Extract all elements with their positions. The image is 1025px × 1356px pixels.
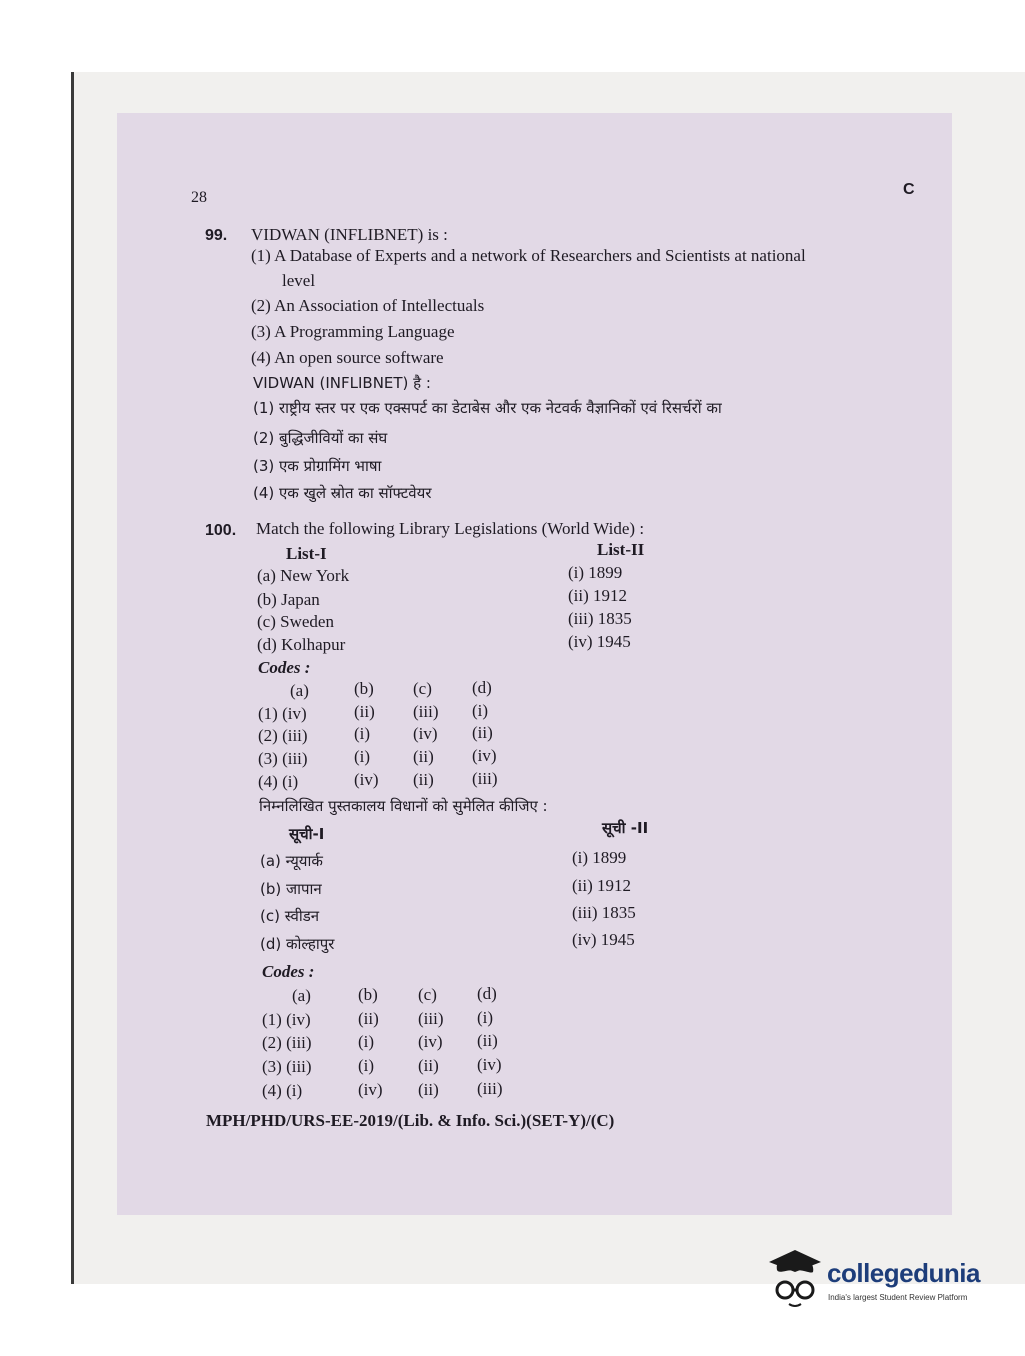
list1-heading: List-I (286, 544, 327, 563)
codes-row-3-c: (ii) (413, 747, 434, 766)
codes-label: Codes : (258, 658, 311, 677)
hindi-codes-header-d: (d) (477, 984, 497, 1003)
codes-row-4-a: (4) (i) (258, 772, 299, 791)
codes-row-3-d: (iv) (472, 746, 497, 765)
q99-hindi-option-1: (1) राष्ट्रीय स्तर पर एक एक्सपर्ट का डेटाबेस और एक नेटवर्क वैज्ञानिकों एवं रिसर्चरों का (253, 399, 722, 417)
q99-option-1: (1) A Database of Experts and a network of Researchers and Scientists at national (251, 246, 806, 265)
q100-hindi-stem: निम्नलिखित पुस्तकालय विधानों को सुमेलित कीजिए : (259, 797, 548, 815)
list2-item: (ii) 1912 (568, 586, 628, 605)
paper-code: MPH/PHD/URS-EE-2019/(Lib. & Info. Sci.)(SET-Y)/(C) (206, 1111, 615, 1130)
student-mascot-icon (765, 1240, 825, 1310)
page-number: 28 (191, 189, 207, 206)
hindi-codes-row-2-a: (2) (iii) (262, 1033, 312, 1052)
hindi-list2-heading: सूची -II (602, 819, 649, 837)
hindi-codes-header-c: (c) (418, 985, 437, 1004)
hindi-list1-heading: सूची-I (289, 825, 325, 843)
q99-hindi-option-4: (4) एक खुले स्रोत का सॉफ्टवेयर (253, 484, 432, 502)
hindi-list1-item: (a) न्यूयार्क (260, 852, 323, 870)
hindi-list1-item: (c) स्वीडन (260, 907, 320, 925)
hindi-list2-item: (i) 1899 (572, 848, 627, 867)
hindi-codes-row-3-b: (i) (358, 1056, 375, 1075)
q99-option-3: (3) A Programming Language (251, 322, 455, 341)
hindi-codes-row-4-b: (iv) (358, 1080, 383, 1099)
hindi-list2-item: (iv) 1945 (572, 930, 635, 949)
q99-hindi-stem: VIDWAN (INFLIBNET) है : (253, 374, 431, 392)
exam-page (117, 113, 952, 1215)
hindi-codes-header-b: (b) (358, 985, 378, 1004)
list1-item: (d) Kolhapur (257, 635, 346, 654)
hindi-codes-row-3-c: (ii) (418, 1056, 439, 1075)
codes-row-4-d: (iii) (472, 769, 498, 788)
codes-row-2-a: (2) (iii) (258, 726, 308, 745)
q99-hindi-option-3: (3) एक प्रोग्रामिंग भाषा (253, 457, 382, 475)
hindi-codes-row-2-c: (iv) (418, 1032, 443, 1051)
hindi-list2-item: (iii) 1835 (572, 903, 636, 922)
list1-item: (c) Sweden (257, 612, 334, 631)
scan-edge (71, 72, 74, 1284)
q99-stem: VIDWAN (INFLIBNET) is : (251, 225, 448, 244)
hindi-codes-row-3-a: (3) (iii) (262, 1057, 312, 1076)
hindi-codes-row-1-d: (i) (477, 1008, 494, 1027)
q99-option-2: (2) An Association of Intellectuals (251, 296, 485, 315)
logo-tagline: India's largest Student Review Platform (828, 1293, 968, 1302)
list1-item: (b) Japan (257, 590, 320, 609)
codes-row-2-d: (ii) (472, 723, 493, 742)
codes-row-3-a: (3) (iii) (258, 749, 308, 768)
list2-item: (iii) 1835 (568, 609, 632, 628)
hindi-codes-label: Codes : (262, 962, 315, 981)
hindi-list2-item: (ii) 1912 (572, 876, 632, 895)
q100-stem: Match the following Library Legislations (World Wide) : (256, 519, 645, 538)
hindi-codes-row-2-d: (ii) (477, 1031, 498, 1050)
list2-item: (iv) 1945 (568, 632, 631, 651)
hindi-codes-row-4-d: (iii) (477, 1079, 503, 1098)
hindi-codes-row-3-d: (iv) (477, 1055, 502, 1074)
codes-row-1-a: (1) (iv) (258, 704, 307, 723)
list2-heading: List-II (597, 540, 645, 559)
hindi-codes-row-1-a: (1) (iv) (262, 1010, 311, 1029)
hindi-codes-row-1-b: (ii) (358, 1009, 379, 1028)
codes-header-c: (c) (413, 679, 432, 698)
codes-row-4-b: (iv) (354, 770, 379, 789)
hindi-codes-row-4-c: (ii) (418, 1080, 439, 1099)
hindi-codes-row-2-b: (i) (358, 1032, 375, 1051)
q99-option-4: (4) An open source software (251, 348, 444, 367)
set-code: C (903, 181, 915, 198)
codes-row-3-b: (i) (354, 747, 371, 766)
codes-row-1-d: (i) (472, 701, 489, 720)
codes-header-b: (b) (354, 679, 374, 698)
codes-row-2-c: (iv) (413, 724, 438, 743)
hindi-list1-item: (d) कोल्हापुर (260, 935, 335, 953)
q99-hindi-option-2: (2) बुद्धिजीवियों का संघ (253, 429, 388, 447)
hindi-list1-item: (b) जापान (260, 880, 322, 898)
hindi-codes-row-4-a: (4) (i) (262, 1081, 303, 1100)
hindi-codes-row-1-c: (iii) (418, 1009, 444, 1028)
codes-header-a: (a) (290, 681, 309, 700)
codes-row-2-b: (i) (354, 724, 371, 743)
list1-item: (a) New York (257, 566, 350, 585)
codes-row-4-c: (ii) (413, 770, 434, 789)
q99-number: 99. (205, 227, 228, 244)
q100-number: 100. (205, 522, 237, 539)
hindi-codes-header-a: (a) (292, 986, 311, 1005)
codes-row-1-c: (iii) (413, 702, 439, 721)
q99-option-1-cont: level (282, 271, 316, 290)
codes-row-1-b: (ii) (354, 702, 375, 721)
codes-header-d: (d) (472, 678, 492, 697)
logo-wordmark: collegedunia (827, 1258, 980, 1288)
list2-item: (i) 1899 (568, 563, 623, 582)
